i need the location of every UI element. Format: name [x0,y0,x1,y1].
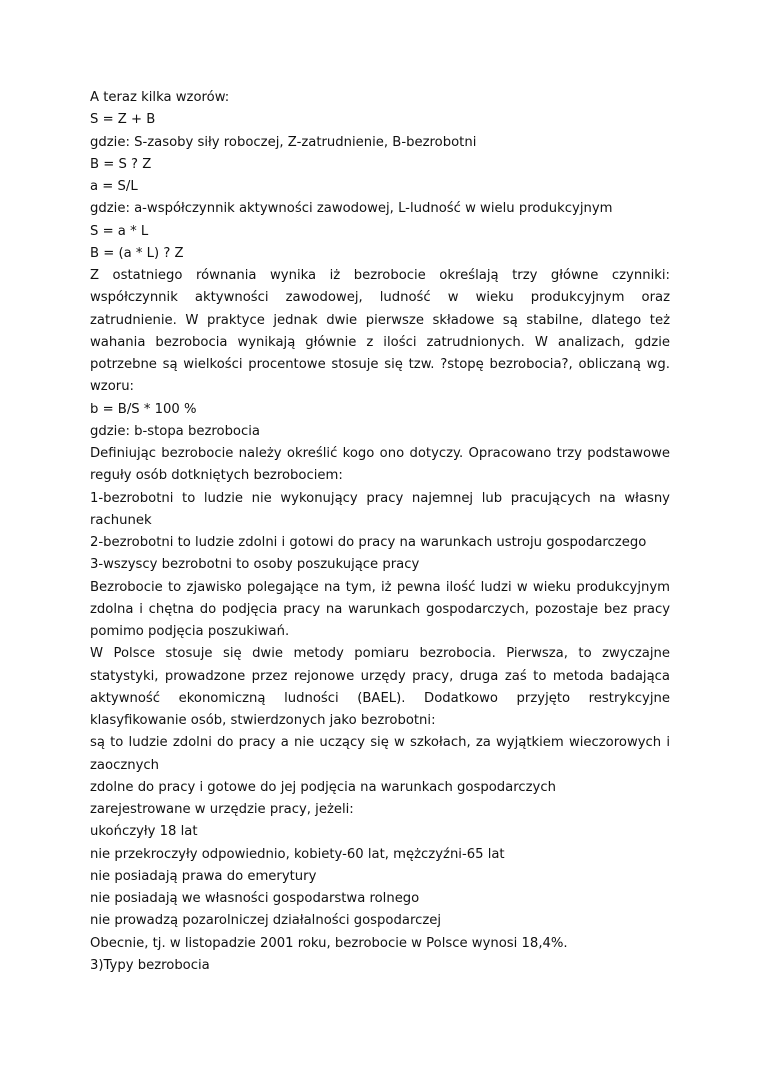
rule-2: 2-bezrobotni to ludzie zdolni i gotowi do pracy na warunkach ustroju gospodarczego [90,535,647,550]
formula-s-al: S = a * L [90,223,149,239]
condition-registered: zarejestrowane w urzędzie pracy, jeżeli: [90,802,354,817]
formula-s: S = Z + B [90,112,156,128]
rule-3: 3-wszyscy bezrobotni to osoby poszukujące pracy [90,557,420,573]
formula-b-alz: B = (a * L) ? Z [90,245,184,261]
formula-b: B = S ? Z [90,156,152,172]
formula-a: a = S/L [90,179,138,194]
condition-ready: zdolne do pracy i gotowe do jej podjęcia na warunkach gospodarczych [90,779,556,795]
condition-no-farm: nie posiadają we własności gospodarstwa rolnego [90,891,420,906]
formula-legend: gdzie: S-zasoby siły roboczej, Z-zatrudnienie, B-bezrobotni [90,134,477,150]
paragraph-phenomenon: Bezrobocie to zjawisko polegające na tym, iż pewna ilość ludzi w wieku produkcyjnym zdolna i chętna do podjęcia pracy na warunkach gospodarczych, pozostaje bez pracy pomimo podjęcia poszukiwań. [90,579,670,639]
formula-rate-legend: gdzie: b-stopa bezrobocia [90,423,261,439]
paragraph-factors: Z ostatniego równania wynika iż bezrobocie określają trzy główne czynniki: współczynnik aktywności zawodowej, ludność w wieku produkcyjnym oraz zatrudnienie. W praktyce jednak dwie pierwsze składowe są stabilne, dlatego też wahania bezrobocia wynikają głównie z ilości zatrudnionych. W analizach, gdzie potrzebne są wielkości procentowe stosuje się tzw. ?stopę bezrobocia?, obliczaną wg. wzoru: [90,268,670,395]
current-rate-line: Obecnie, tj. w listopadzie 2001 roku, bezrobocie w Polsce wynosi 18,4%. [90,935,568,951]
rule-1: 1-bezrobotni to ludzie nie wykonujący pracy najemnej lub pracujących na własny rachunek [90,490,670,528]
condition-age-limit: nie przekroczyły odpowiednio, kobiety-60 lat, mężczyźni-65 lat [90,846,505,862]
section-heading-types: 3)Typy bezrobocia [90,957,210,973]
paragraph-definition: Definiując bezrobocie należy określić kogo ono dotyczy. Opracowano trzy podstawowe reguły osób dotkniętych bezrobociem: [90,446,670,484]
condition-students: są to ludzie zdolni do pracy a nie uczący się w szkołach, za wyjątkiem wieczorowych i zaocznych [90,735,670,773]
condition-no-business: nie prowadzą pozarolniczej działalności gospodarczej [90,913,442,929]
intro-line: A teraz kilka wzorów: [90,90,230,105]
document-page [90,87,670,977]
condition-no-pension: nie posiadają prawa do emerytury [90,868,317,884]
formula-a-legend: gdzie: a-współczynnik aktywności zawodowej, L-ludność w wielu produkcyjnym [90,201,613,217]
paragraph-poland: W Polsce stosuje się dwie metody pomiaru bezrobocia. Pierwsza, to zwyczajne statystyki, prowadzone przez rejonowe urzędy pracy, druga zaś to metoda badająca aktywność ekonomiczną ludności (BAEL). Dodatkowo przyjęto restrykcyjne klasyfikowanie osób, stwierdzonych jako bezrobotni: [90,646,670,728]
formula-unemployment-rate: b = B/S * 100 % [90,401,197,417]
condition-age-18: ukończyły 18 lat [90,824,198,840]
